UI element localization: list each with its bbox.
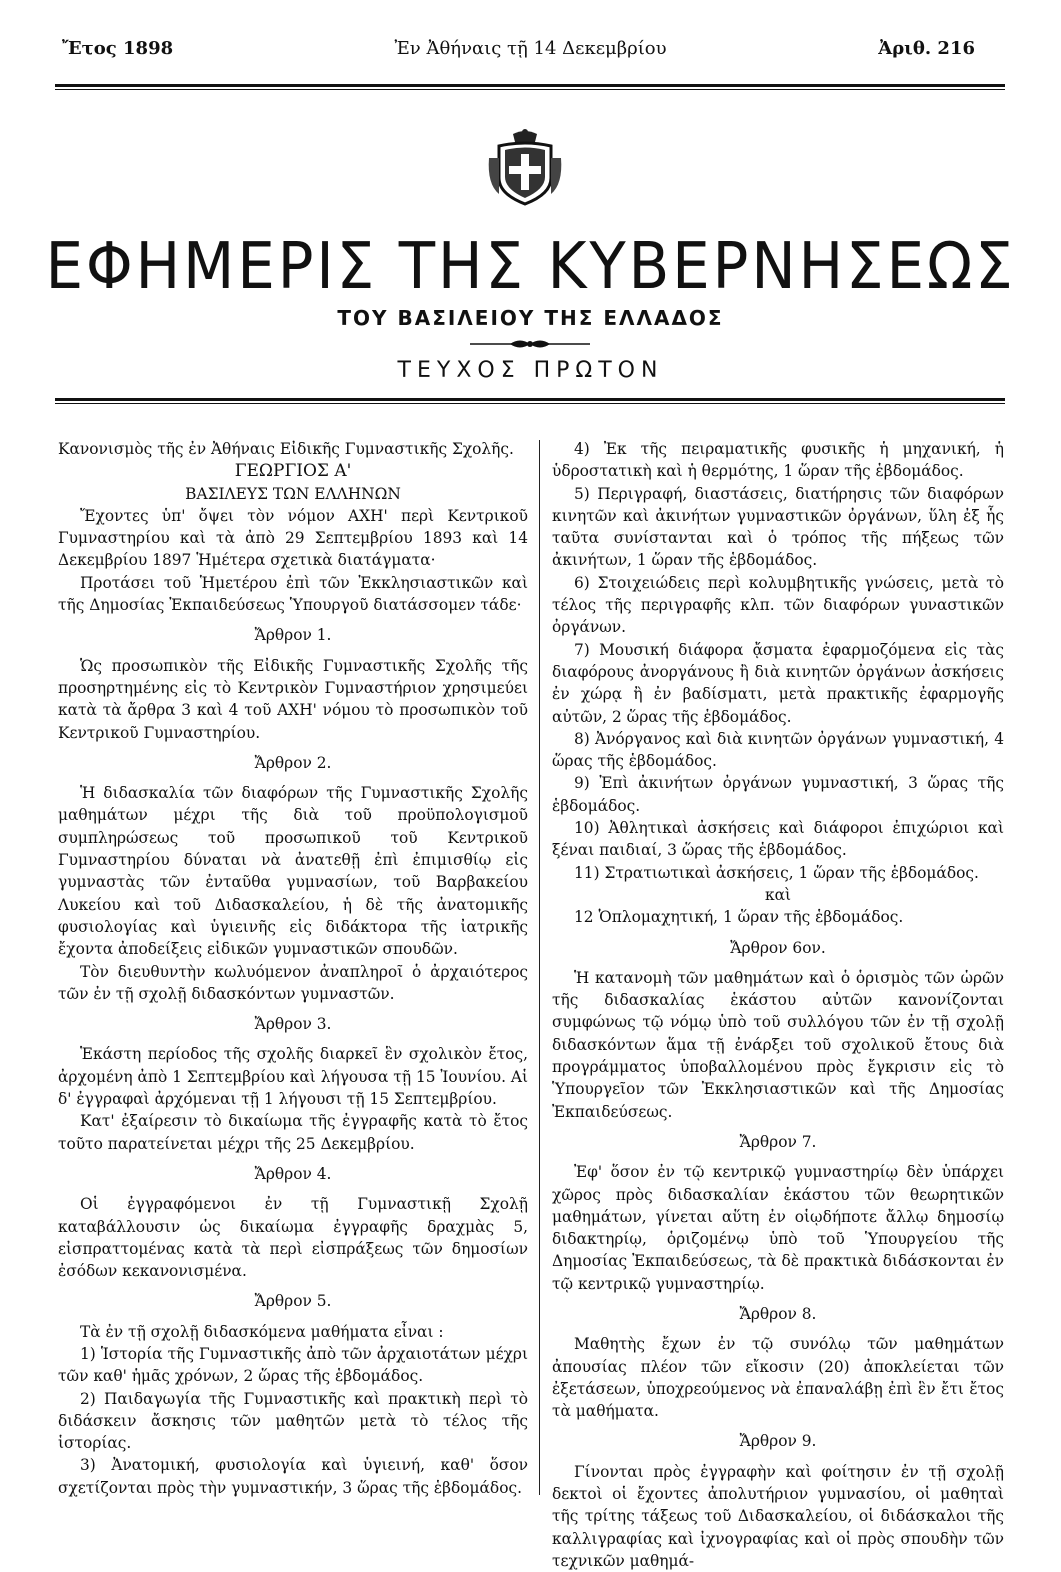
column-divider xyxy=(539,440,540,1495)
preamble-paragraph: Προτάσει τοῦ Ἡμετέρου ἐπὶ τῶν Ἐκκλησιαστικῶν καὶ τῆς Δημοσίας Ἐκπαιδεύσεως Ὑπουργοῦ διατάσσομεν τάδε· xyxy=(58,573,528,615)
article-paragraph: Ὡς προσωπικὸν τῆς Εἰδικῆς Γυμναστικῆς Σχολῆς τῆς προσηρτημένης εἰς τὸ Κεντρικὸν Γυμναστήριον χρησιμεύει κατὰ τὰ ἄρθρα 3 καὶ 4 τοῦ ΑΧΗ' νόμου τὸ προσωπικὸν τοῦ Κεντρικοῦ Γυμναστηρίου. xyxy=(58,656,528,742)
article-heading: Ἄρθρον 6ον. xyxy=(730,938,826,957)
header-rule-top xyxy=(55,84,1005,87)
header-rule-thin xyxy=(55,89,1005,90)
left-column xyxy=(58,438,528,1499)
royal-crest-icon xyxy=(485,128,565,208)
article-heading: Ἄρθρον 7. xyxy=(739,1132,817,1151)
article-paragraph: Τὰ ἐν τῇ σχολῇ διδασκόμενα μαθήματα εἶναι : xyxy=(80,1322,444,1341)
article-heading: Ἄρθρον 2. xyxy=(254,753,332,772)
masthead-rule-thick xyxy=(55,398,1005,401)
article-heading: Ἄρθρον 4. xyxy=(254,1164,332,1183)
course-item: 6) Στοιχειώδεις περὶ κολυμβητικῆς γνώσεις, μετὰ τὸ τέλος τῆς περιγραφῆς κλπ. τῶν διαφόρων γυναστικῶν ὀργάνων. xyxy=(552,573,1004,637)
article-paragraph: Ἡ διδασκαλία τῶν διαφόρων τῆς Γυμναστικῆς Σχολῆς μαθημάτων μέχρι τῆς διὰ τοῦ προϋπολογισμοῦ συμπληρώσεως τοῦ προσωπικοῦ τοῦ Κεντρικοῦ Γυμναστηρίου δύναται νὰ ἀνατεθῇ ἐπὶ ἐπιμισθίῳ εἰς γυμναστὰς τῶν ἐνταῦθα γυμνασίων, τοῦ Βαρβακείου Λυκείου καὶ τοῦ Διδασκαλείου, ἡ δὲ τῆς ἀνατομικῆς φυσιολογίας καὶ ὑγιεινῆς εἰς διδάκτορα τῆς ἰατρικῆς ἔχοντα ἀποδείξεις εἰδικῶν γυμναστικῶν σπουδῶν. xyxy=(58,784,528,959)
article-paragraph: Ἑκάστη περίοδος τῆς σχολῆς διαρκεῖ ἓν σχολικὸν ἔτος, ἀρχομένη ἀπὸ 1 Σεπτεμβρίου καὶ λήγουσα τῇ 15 Ἰουνίου. Αἱ δ' ἐγγραφαὶ ἀρχόμεναι τῇ 1 λήγουσι τῇ 15 Σεπτεμβρίου. xyxy=(58,1045,529,1109)
king-title: ΒΑΣΙΛΕΥΣ ΤΩΝ ΕΛΛΗΝΩΝ xyxy=(185,484,401,503)
course-item: 4) Ἐκ τῆς πειραματικῆς φυσικῆς ἡ μηχανική, ἡ ὑδροστατικὴ καὶ ἡ θερμότης, 1 ὥραν τῆς ἑβδομάδος. xyxy=(552,440,1004,481)
right-column xyxy=(552,438,1004,1572)
course-item: 11) Στρατιωτικαὶ ἀσκήσεις, 1 ὥραν τῆς ἑβδομάδος. xyxy=(574,863,979,882)
course-item: 3) Ἀνατομική, φυσιολογία καὶ ὑγιεινή, καθ' ὅσον σχετίζονται πρὸς τὴν γυμναστικήν, 3 ὥρας τῆς ἑβδομάδος. xyxy=(58,1456,528,1497)
decree-heading: Κανονισμὸς τῆς ἐν Ἀθήναις Εἰδικῆς Γυμναστικῆς Σχολῆς. xyxy=(58,440,514,458)
article-paragraph: Ἡ κατανομὴ τῶν μαθημάτων καὶ ὁ ὁρισμὸς τῶν ὡρῶν τῆς διδασκαλίας ἑκάστου αὐτῶν κανονίζονται συμφώνως τῷ νόμῳ ὑπὸ τοῦ συλλόγου τῶν ἐν τῇ σχολῇ διδασκόντων ἅμα τῇ ἐνάρξει τοῦ σχολικοῦ ἔτους διὰ προγράμματος ὑποβαλλομένου πρὸς ἔγκρισιν εἰς τὸ Ὑπουργεῖον τῶν Ἐκκλησιαστικῶν καὶ τῆς Δημοσίας Ἐκπαιδεύσεως. xyxy=(552,968,1004,1121)
article-paragraph: Μαθητὴς ἔχων ἐν τῷ συνόλῳ τῶν μαθημάτων ἀπουσίας πλέον τῶν εἴκοσιν (20) ἀποκλείεται τῶν ἐξετάσεων, ὑποχρεούμενος νὰ ἐπαναλάβῃ ἐπὶ ἓν ἔτι ἔτος τὰ μαθήματα. xyxy=(552,1335,1004,1421)
article-paragraph: Ἐφ' ὅσον ἐν τῷ κεντρικῷ γυμναστηρίῳ δὲν ὑπάρχει χῶρος πρὸς διδασκαλίαν ἑκάστου τῶν θεωρητικῶν μαθημάτων, γίνεται αὕτη ἐν οἱῳδήποτε ἄλλῳ δημοσίῳ διδακτηρίῳ, ὁριζομένῳ ὑπὸ τοῦ Ὑπουργείου τῆς Δημοσίας Ἐκπαιδεύσεως, τὰ δὲ πρακτικὰ διδάσκονται ἐν τῷ κεντρικῷ γυμναστηρίῳ. xyxy=(552,1163,1004,1293)
conjunction: καὶ xyxy=(764,885,792,904)
volume-label: ΤΕΥΧΟΣ ΠΡΩΤΟΝ xyxy=(397,358,664,383)
dateline: Ἐν Ἀθήναις τῇ 14 Δεκεμβρίου xyxy=(394,38,667,59)
article-paragraph: Τὸν διευθυντὴν κωλυόμενον ἀναπληροῖ ὁ ἀρχαιότερος τῶν ἐν τῇ σχολῇ διδασκόντων γυμναστῶν. xyxy=(58,962,528,1003)
course-item: 2) Παιδαγωγία τῆς Γυμναστικῆς καὶ πρακτικὴ περὶ τὸ διδάσκειν ἄσκησις τῶν μαθητῶν μετὰ τὸ τέλος τῆς ἱστορίας. xyxy=(58,1389,528,1453)
course-item: 1) Ἱστορία τῆς Γυμναστικῆς ἀπὸ τῶν ἀρχαιοτάτων μέχρι τῶν καθ' ἡμᾶς χρόνων, 2 ὥρας τῆς ἑβδομάδος. xyxy=(58,1344,528,1386)
preamble-paragraph: Ἔχοντες ὑπ' ὄψει τὸν νόμον ΑΧΗ' περὶ Κεντρικοῦ Γυμναστηρίου καὶ τὰ ἀπὸ 29 Σεπτεμβρίου 1893 καὶ 14 Δεκεμβρίου 1897 Ἡμέτερα σχετικὰ διατάγματα· xyxy=(58,506,528,570)
article-heading: Ἄρθρον 3. xyxy=(254,1015,332,1034)
masthead-rule-thin xyxy=(55,403,1005,404)
article-paragraph: Οἱ ἐγγραφόμενοι ἐν τῇ Γυμναστικῇ Σχολῇ καταβάλλουσιν ὡς δικαίωμα ἐγγραφῆς δραχμὰς 5, εἰσπραττομένας κατὰ τὰ περὶ εἰσπράξεως τῶν δημοσίων ἐσόδων κεκανονισμένα. xyxy=(58,1195,528,1281)
article-heading: Ἄρθρον 9. xyxy=(739,1432,817,1451)
ornament-divider-icon xyxy=(470,337,590,351)
course-item: 10) Ἀθλητικαὶ ἀσκήσεις καὶ διάφοροι ἐπιχώριοι καὶ ξέναι παιδιαί, 3 ὥρας τῆς ἑβδομάδος. xyxy=(552,819,1004,860)
issue-number: Ἀριθ. 216 xyxy=(878,38,975,59)
course-item: 8) Ἀνόργανος καὶ διὰ κινητῶν ὀργάνων γυμναστική, 4 ὥρας τῆς ἑβδομάδος. xyxy=(552,729,1004,771)
course-item: 5) Περιγραφή, διαστάσεις, διατήρησις τῶν διαφόρων κινητῶν καὶ ἀκινήτων γυμναστικῶν ὀργάνων, ὕλη ἐξ ἧς ταῦτα συνίστανται καὶ ὁ τρόπος τῆς πήξεως τῶν ἀκινήτων, 1 ὥραν τῆς ἑβδομάδος. xyxy=(552,484,1004,570)
gazette-subtitle: ΤΟΥ ΒΑΣΙΛΕΙΟΥ ΤΗΣ ΕΛΛΑΔΟΣ xyxy=(337,306,724,330)
gazette-title: ΕΦΗΜΕΡΙΣ ΤΗΣ ΚΥΒΕΡΝΗΣΕΩΣ xyxy=(45,230,1016,304)
article-paragraph: Γίνονται πρὸς ἐγγραφὴν καὶ φοίτησιν ἐν τῇ σχολῇ δεκτοὶ οἱ ἔχοντες ἀπολυτήριον γυμνασίου, οἱ μαθηταὶ τῆς τρίτης τάξεως τοῦ Διδασκαλείου, οἱ διδάσκαλοι τῆς καλλιγραφίας καὶ ἰχνογραφίας καὶ οἱ πρὸς σπουδὴν τῶν τεχνικῶν μαθημά- xyxy=(552,1462,1004,1570)
course-item: 7) Μουσική διάφορα ᾄσματα ἐφαρμοζόμενα εἰς τὰς διαφόρους ἀνοργάνους ἢ διὰ κινητῶν ὀργάνων ἀσκήσεις ἐν χώρᾳ ἢ ἐν βαδίσματι, μετὰ πρακτικῆς ἐφαρμογῆς αὐτῶν, 2 ὥρας τῆς ἑβδομάδος. xyxy=(552,640,1004,726)
article-paragraph: Κατ' ἐξαίρεσιν τὸ δικαίωμα τῆς ἐγγραφῆς κατὰ τὸ ἔτος τοῦτο παρατείνεται μέχρι τῆς 25 Δεκεμβρίου. xyxy=(58,1112,528,1153)
king-name: ΓΕΩΡΓΙΟΣ Α' xyxy=(234,461,352,482)
article-heading: Ἄρθρον 8. xyxy=(739,1304,817,1323)
issue-year: Ἔτος 1898 xyxy=(62,38,174,59)
course-item: 9) Ἐπὶ ἀκινήτων ὀργάνων γυμναστική, 3 ὥρας τῆς ἑβδομάδος. xyxy=(552,774,1004,815)
article-heading: Ἄρθρον 5. xyxy=(254,1292,332,1311)
article-heading: Ἄρθρον 1. xyxy=(254,626,332,645)
course-item: 12 Ὁπλομαχητική, 1 ὥραν τῆς ἑβδομάδος. xyxy=(574,908,904,927)
